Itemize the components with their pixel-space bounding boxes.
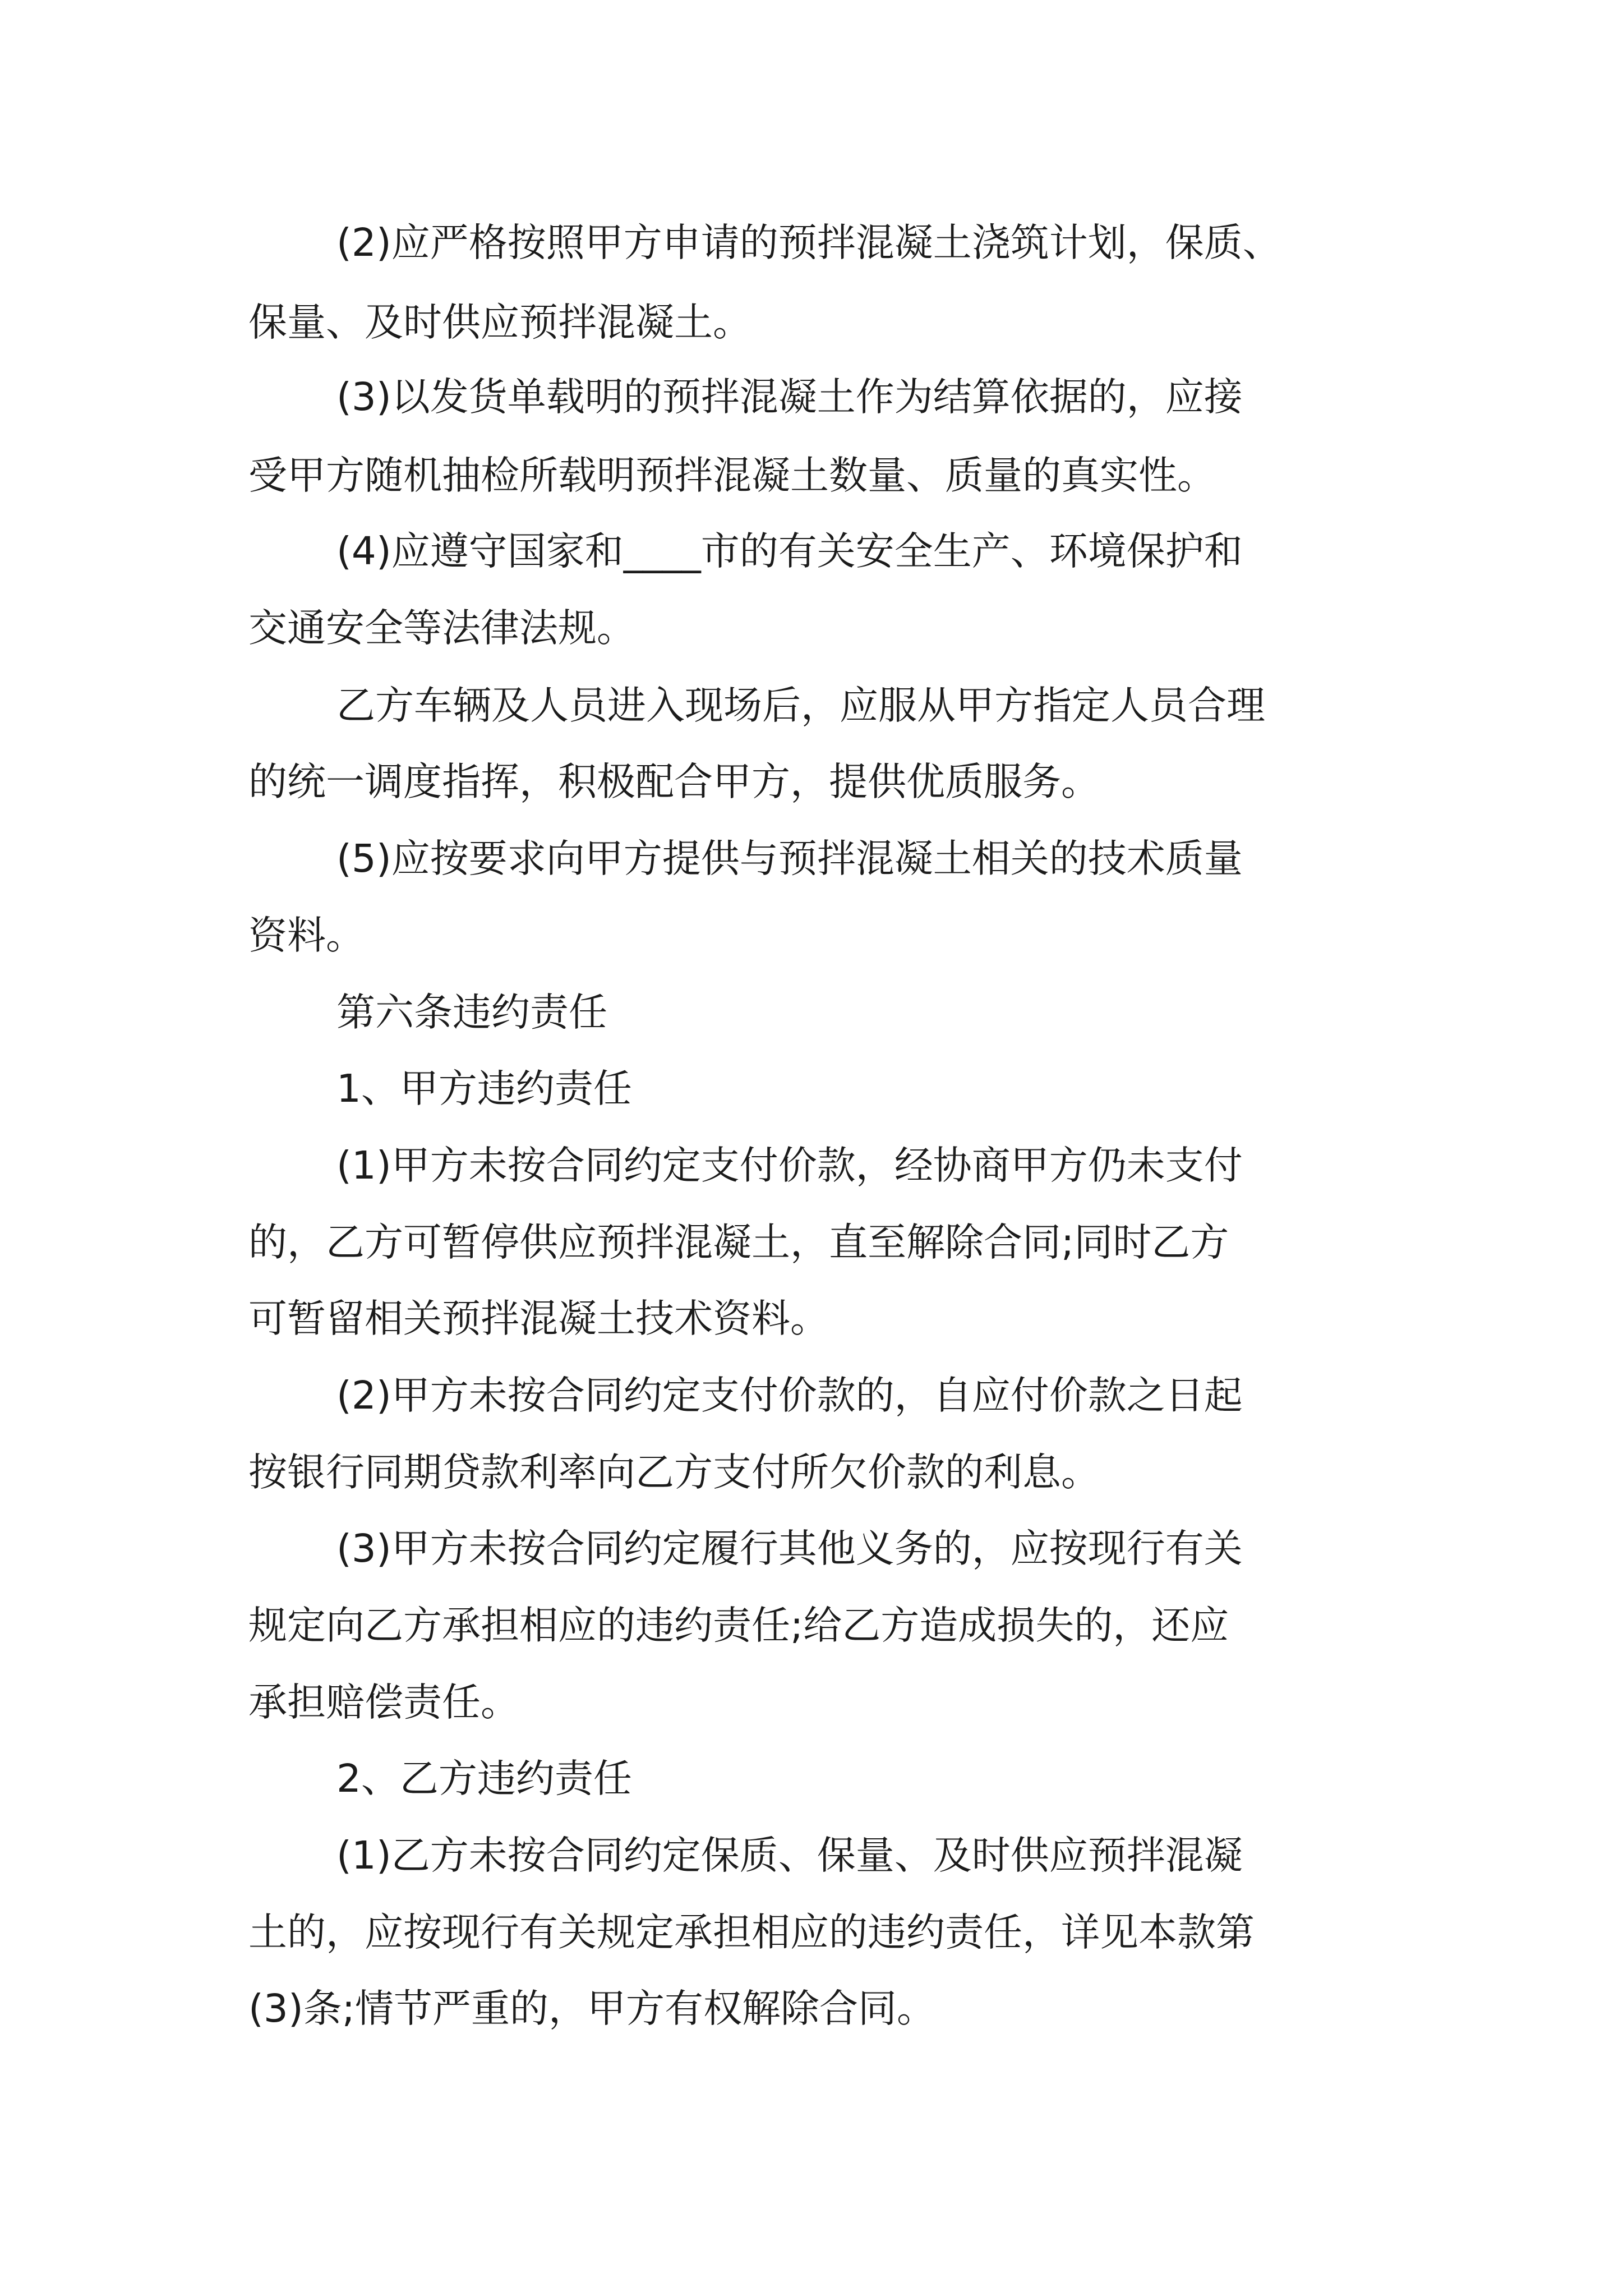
- paragraph-line: 的，乙方可暂停供应预拌混凝土，直至解除合同;同时乙方: [248, 1220, 1229, 1265]
- paragraph-line: (5)应按要求向甲方提供与预拌混凝土相关的技术质量: [336, 836, 1243, 881]
- subsection-heading: 1、甲方违约责任: [336, 1066, 632, 1111]
- section-heading: 第六条违约责任: [336, 990, 607, 1035]
- paragraph-line: (2)甲方未按合同约定支付价款的，自应付价款之日起: [336, 1373, 1243, 1418]
- paragraph-line: 保量、及时供应预拌混凝土。: [248, 300, 751, 345]
- paragraph-line: 的统一调度指挥，积极配合甲方，提供优质服务。: [248, 760, 1100, 804]
- paragraph-line: 资料。: [248, 913, 365, 958]
- paragraph-line: 可暂留相关预拌混凝土技术资料。: [248, 1296, 829, 1341]
- paragraph-line: 受甲方随机抽检所载明预拌混凝土数量、质量的真实性。: [248, 453, 1216, 498]
- paragraph-line: 按银行同期贷款利率向乙方支付所欠价款的利息。: [248, 1450, 1100, 1495]
- subsection-heading: 2、乙方违约责任: [336, 1756, 632, 1801]
- paragraph-line: 土的，应按现行有关规定承担相应的违约责任，详见本款第: [248, 1910, 1255, 1955]
- paragraph-line: (3)条;情节严重的，甲方有权解除合同。: [248, 1986, 935, 2031]
- paragraph-line: 乙方车辆及人员进入现场后，应服从甲方指定人员合理: [336, 683, 1265, 728]
- paragraph-line: (3)甲方未按合同约定履行其他义务的，应按现行有关: [336, 1526, 1243, 1571]
- paragraph-line: (1)乙方未按合同约定保质、保量、及时供应预拌混凝: [336, 1833, 1243, 1878]
- paragraph-line: (4)应遵守国家和____市的有关安全生产、环境保护和: [336, 529, 1243, 574]
- paragraph-line: 交通安全等法律法规。: [248, 606, 635, 651]
- paragraph-line: (1)甲方未按合同约定支付价款，经协商甲方仍未支付: [336, 1143, 1243, 1188]
- paragraph-line: 规定向乙方承担相应的违约责任;给乙方造成损失的，还应: [248, 1603, 1229, 1648]
- paragraph-line: (2)应严格按照甲方申请的预拌混凝土浇筑计划，保质、: [336, 220, 1281, 265]
- paragraph-line: (3)以发货单载明的预拌混凝土作为结算依据的，应接: [336, 375, 1243, 420]
- paragraph-line: 承担赔偿责任。: [248, 1680, 519, 1725]
